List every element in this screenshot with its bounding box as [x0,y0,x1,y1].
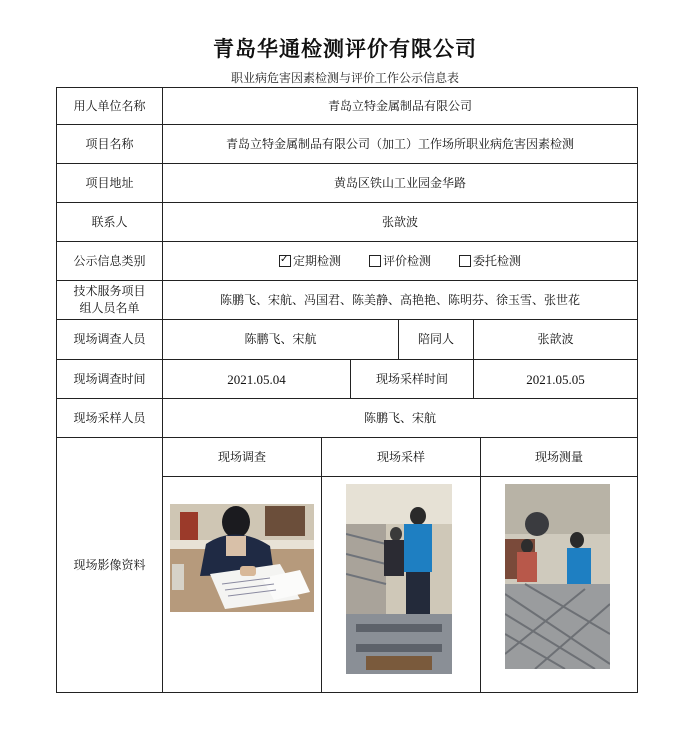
info-category-options [163,242,637,280]
category-option-label: 委托检测 [473,253,522,268]
document-subtitle: 职业病危害因素检测与评价工作公示信息表 [230,71,459,85]
image-col-sampling-header: 现场采样 [376,449,425,464]
sampling-time-value: 2021.05.05 [526,371,585,387]
site-images-label: 现场影像资料 [73,557,146,572]
checkbox-checked-icon[interactable] [279,255,291,267]
category-option-label: 定期检测 [292,253,341,268]
project-address-label: 项目地址 [85,175,134,190]
category-option-label: 评价检测 [382,253,431,268]
checkbox-empty-icon[interactable] [459,255,471,267]
site-survey-photo [170,504,314,612]
contact-label: 联系人 [91,214,128,229]
project-address-value: 黄岛区铁山工业园金华路 [333,175,466,190]
employer-label: 用人单位名称 [73,98,146,113]
site-sampling-photo [346,484,452,674]
site-measuring-photo [505,484,610,669]
survey-time-value: 2021.05.04 [227,371,286,387]
checkbox-empty-icon[interactable] [369,255,381,267]
contact-value: 张歆波 [381,214,418,229]
employer-value: 青岛立特金属制品有限公司 [327,98,472,113]
info-table [56,87,638,693]
project-name-label: 项目名称 [85,136,134,151]
project-name-value: 青岛立特金属制品有限公司（加工）工作场所职业病危害因素检测 [225,136,574,151]
survey-staff-value: 陈鹏飞、宋航 [244,332,317,346]
survey-time-label: 现场调查时间 [73,371,146,386]
tech-team-label-line1: 技术服务项目 [73,284,146,298]
category-option-commissioned[interactable] [459,253,521,270]
sampling-staff-value: 陈鹏飞、宋航 [363,410,436,425]
escort-label: 陪同人 [417,332,454,346]
image-col-survey-header: 现场调查 [217,449,266,464]
survey-staff-label: 现场调查人员 [73,332,146,346]
image-col-measuring-header: 现场测量 [534,449,583,464]
sampling-staff-label: 现场采样人员 [73,410,146,425]
document-title: 青岛华通检测评价有限公司 [213,37,477,61]
category-option-periodic[interactable] [279,253,341,270]
info-category-label: 公示信息类别 [73,253,146,268]
tech-team-label [57,281,162,319]
escort-value: 张歆波 [537,332,574,346]
tech-team-label-line2: 组人员名单 [79,301,140,315]
sampling-time-label: 现场采样时间 [375,371,448,386]
category-option-evaluation[interactable] [369,253,431,270]
tech-team-value: 陈鹏飞、宋航、冯国君、陈美静、高艳艳、陈明芬、徐玉雪、张世花 [219,292,580,307]
